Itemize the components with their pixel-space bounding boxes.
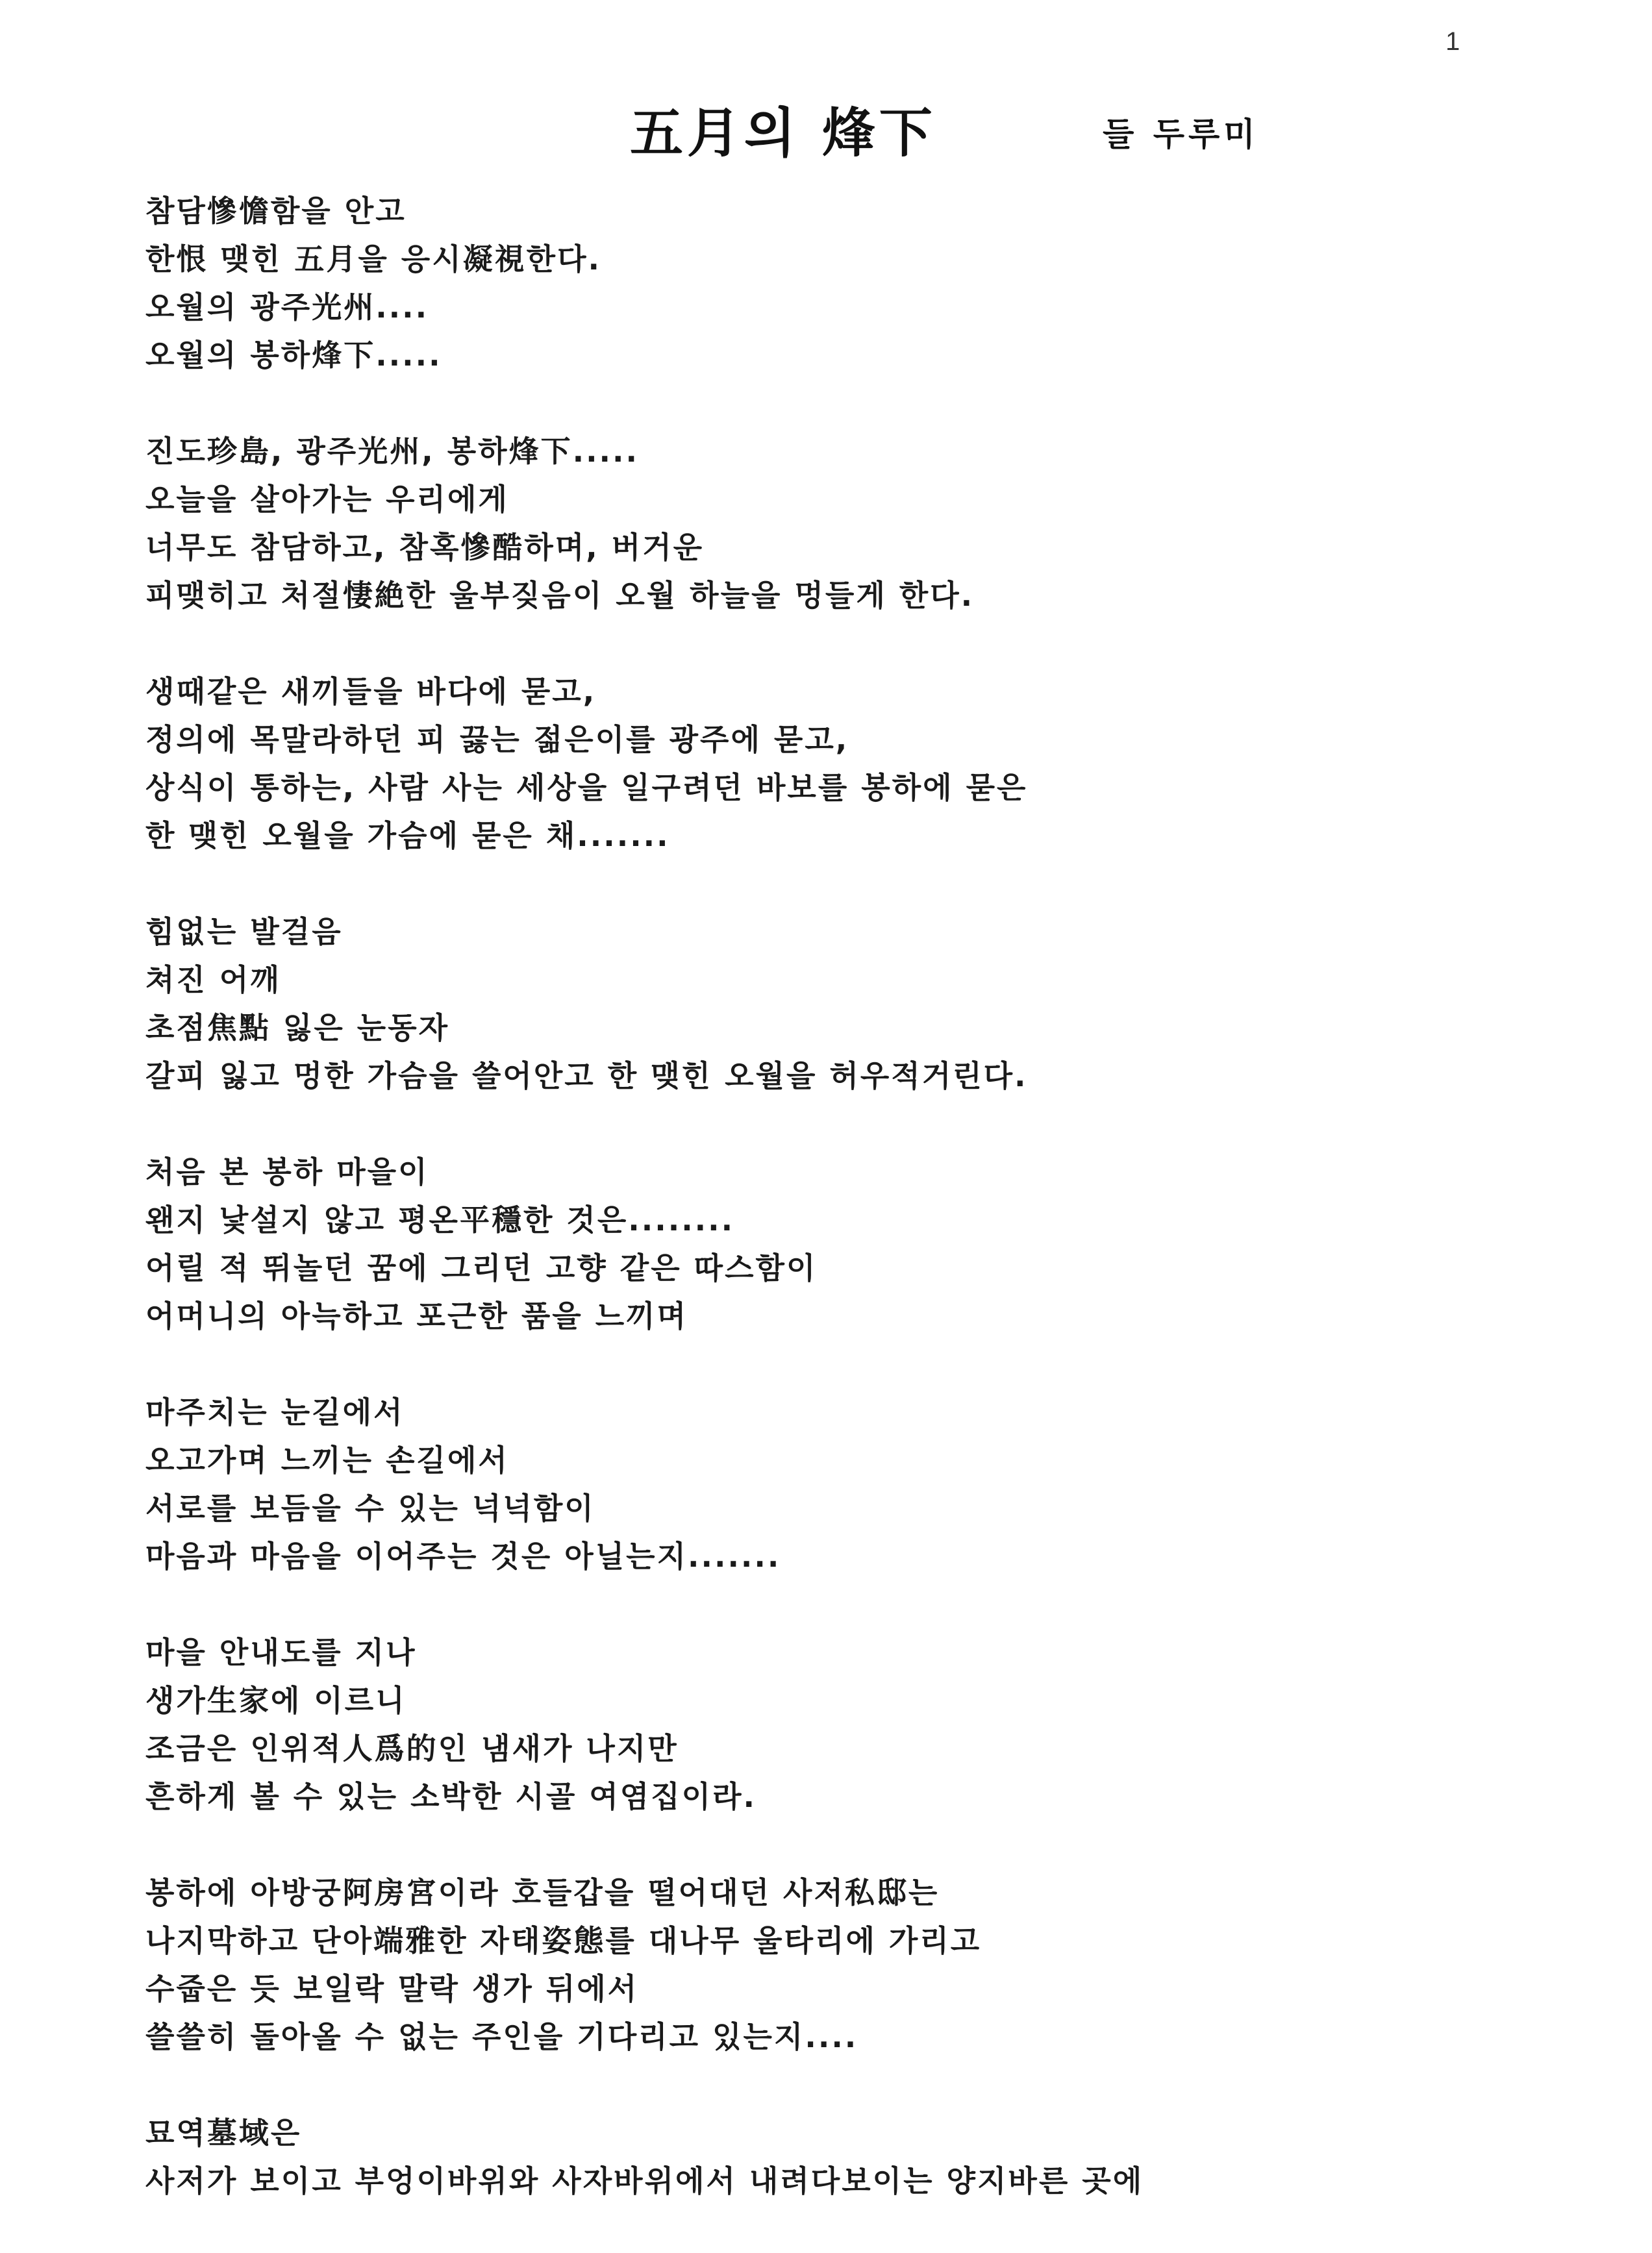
poem-line: 어머니의 아늑하고 포근한 품을 느끼며	[145, 1299, 688, 1334]
poem-title: 五月의 烽下	[630, 102, 936, 164]
poem-line: 수줍은 듯 보일락 말락 생가 뒤에서	[145, 1971, 639, 2006]
poem-line: 처음 본 봉하 마을이	[145, 1154, 429, 1189]
poem-line: 마을 안내도를 지나	[145, 1635, 417, 1670]
poem-line: 묘역墓域은	[145, 2115, 302, 2150]
poem-line: 한 맺힌 오월을 가슴에 묻은 채.......	[145, 818, 670, 853]
poem-line: 생때같은 새끼들을 바다에 묻고,	[145, 674, 597, 709]
stanza-3	[145, 667, 1509, 860]
poem-line: 한恨 맺힌 五月을 응시凝視한다.	[145, 242, 602, 277]
poem-line: 마음과 마음을 이어주는 것은 아닐는지.......	[145, 1539, 781, 1574]
poem-line: 힘없는 발걸음	[145, 914, 343, 949]
poem-line: 오월의 광주光州....	[145, 290, 429, 325]
poem-line: 오늘을 살아가는 우리에게	[145, 482, 509, 517]
poem-line: 어릴 적 뛰놀던 꿈에 그리던 고향 같은 따스함이	[145, 1251, 818, 1286]
poem-line: 오월의 봉하烽下.....	[145, 338, 442, 373]
poem-line: 정의에 목말라하던 피 끓는 젊은이를 광주에 묻고,	[145, 722, 849, 757]
poem-line: 쳐진 어깨	[145, 962, 281, 997]
stanza-6	[145, 1388, 1509, 1580]
poem-line: 흔하게 볼 수 있는 소박한 시골 여염집이라.	[145, 1779, 757, 1814]
stanza-7	[145, 1628, 1509, 1821]
poem-line: 너무도 참담하고, 참혹慘酷하며, 버거운	[145, 530, 705, 565]
poem-line: 참담慘憺함을 안고	[145, 193, 407, 229]
page-number: 1	[1446, 27, 1460, 56]
poem-line: 사저가 보이고 부엉이바위와 사자바위에서 내려다보이는 양지바른 곳에	[145, 2163, 1144, 2198]
poem-author: 들 두루미	[1103, 116, 1259, 153]
title-row	[630, 97, 1344, 169]
stanza-5	[145, 1148, 1509, 1340]
poem-line: 마주치는 눈길에서	[145, 1395, 405, 1430]
poem-line: 조금은 인위적人爲的인 냄새가 나지만	[145, 1731, 679, 1766]
poem-line: 초점焦點 잃은 눈동자	[145, 1010, 450, 1045]
poem-line: 생가生家에 이르니	[145, 1683, 407, 1718]
poem-line: 나지막하고 단아端雅한 자태姿態를 대나무 울타리에 가리고	[145, 1923, 982, 1958]
stanza-9	[145, 2109, 1509, 2205]
poem-body	[145, 187, 1509, 2253]
poem-line: 피맺히고 처절悽絶한 울부짖음이 오월 하늘을 멍들게 한다.	[145, 578, 975, 613]
stanza-4	[145, 908, 1509, 1100]
stanza-1	[145, 187, 1509, 379]
poem-line: 오고가며 느끼는 손길에서	[145, 1443, 509, 1478]
poem-line: 진도珍島, 광주光州, 봉하烽下.....	[145, 434, 639, 469]
poem-line: 갈피 잃고 멍한 가슴을 쓸어안고 한 맺힌 오월을 허우적거린다.	[145, 1058, 1028, 1093]
poem-line: 상식이 통하는, 사람 사는 세상을 일구려던 바보를 봉하에 묻은	[145, 770, 1028, 805]
poem-line: 왠지 낯설지 않고 평온平穩한 것은........	[145, 1202, 735, 1238]
poem-line: 봉하에 아방궁阿房宮이라 호들갑을 떨어대던 사저私邸는	[145, 1875, 940, 1910]
stanza-8	[145, 1869, 1509, 2061]
poem-line: 서로를 보듬을 수 있는 넉넉함이	[145, 1491, 595, 1526]
poem-line: 쓸쓸히 돌아올 수 없는 주인을 기다리고 있는지....	[145, 2019, 858, 2054]
stanza-2	[145, 427, 1509, 619]
